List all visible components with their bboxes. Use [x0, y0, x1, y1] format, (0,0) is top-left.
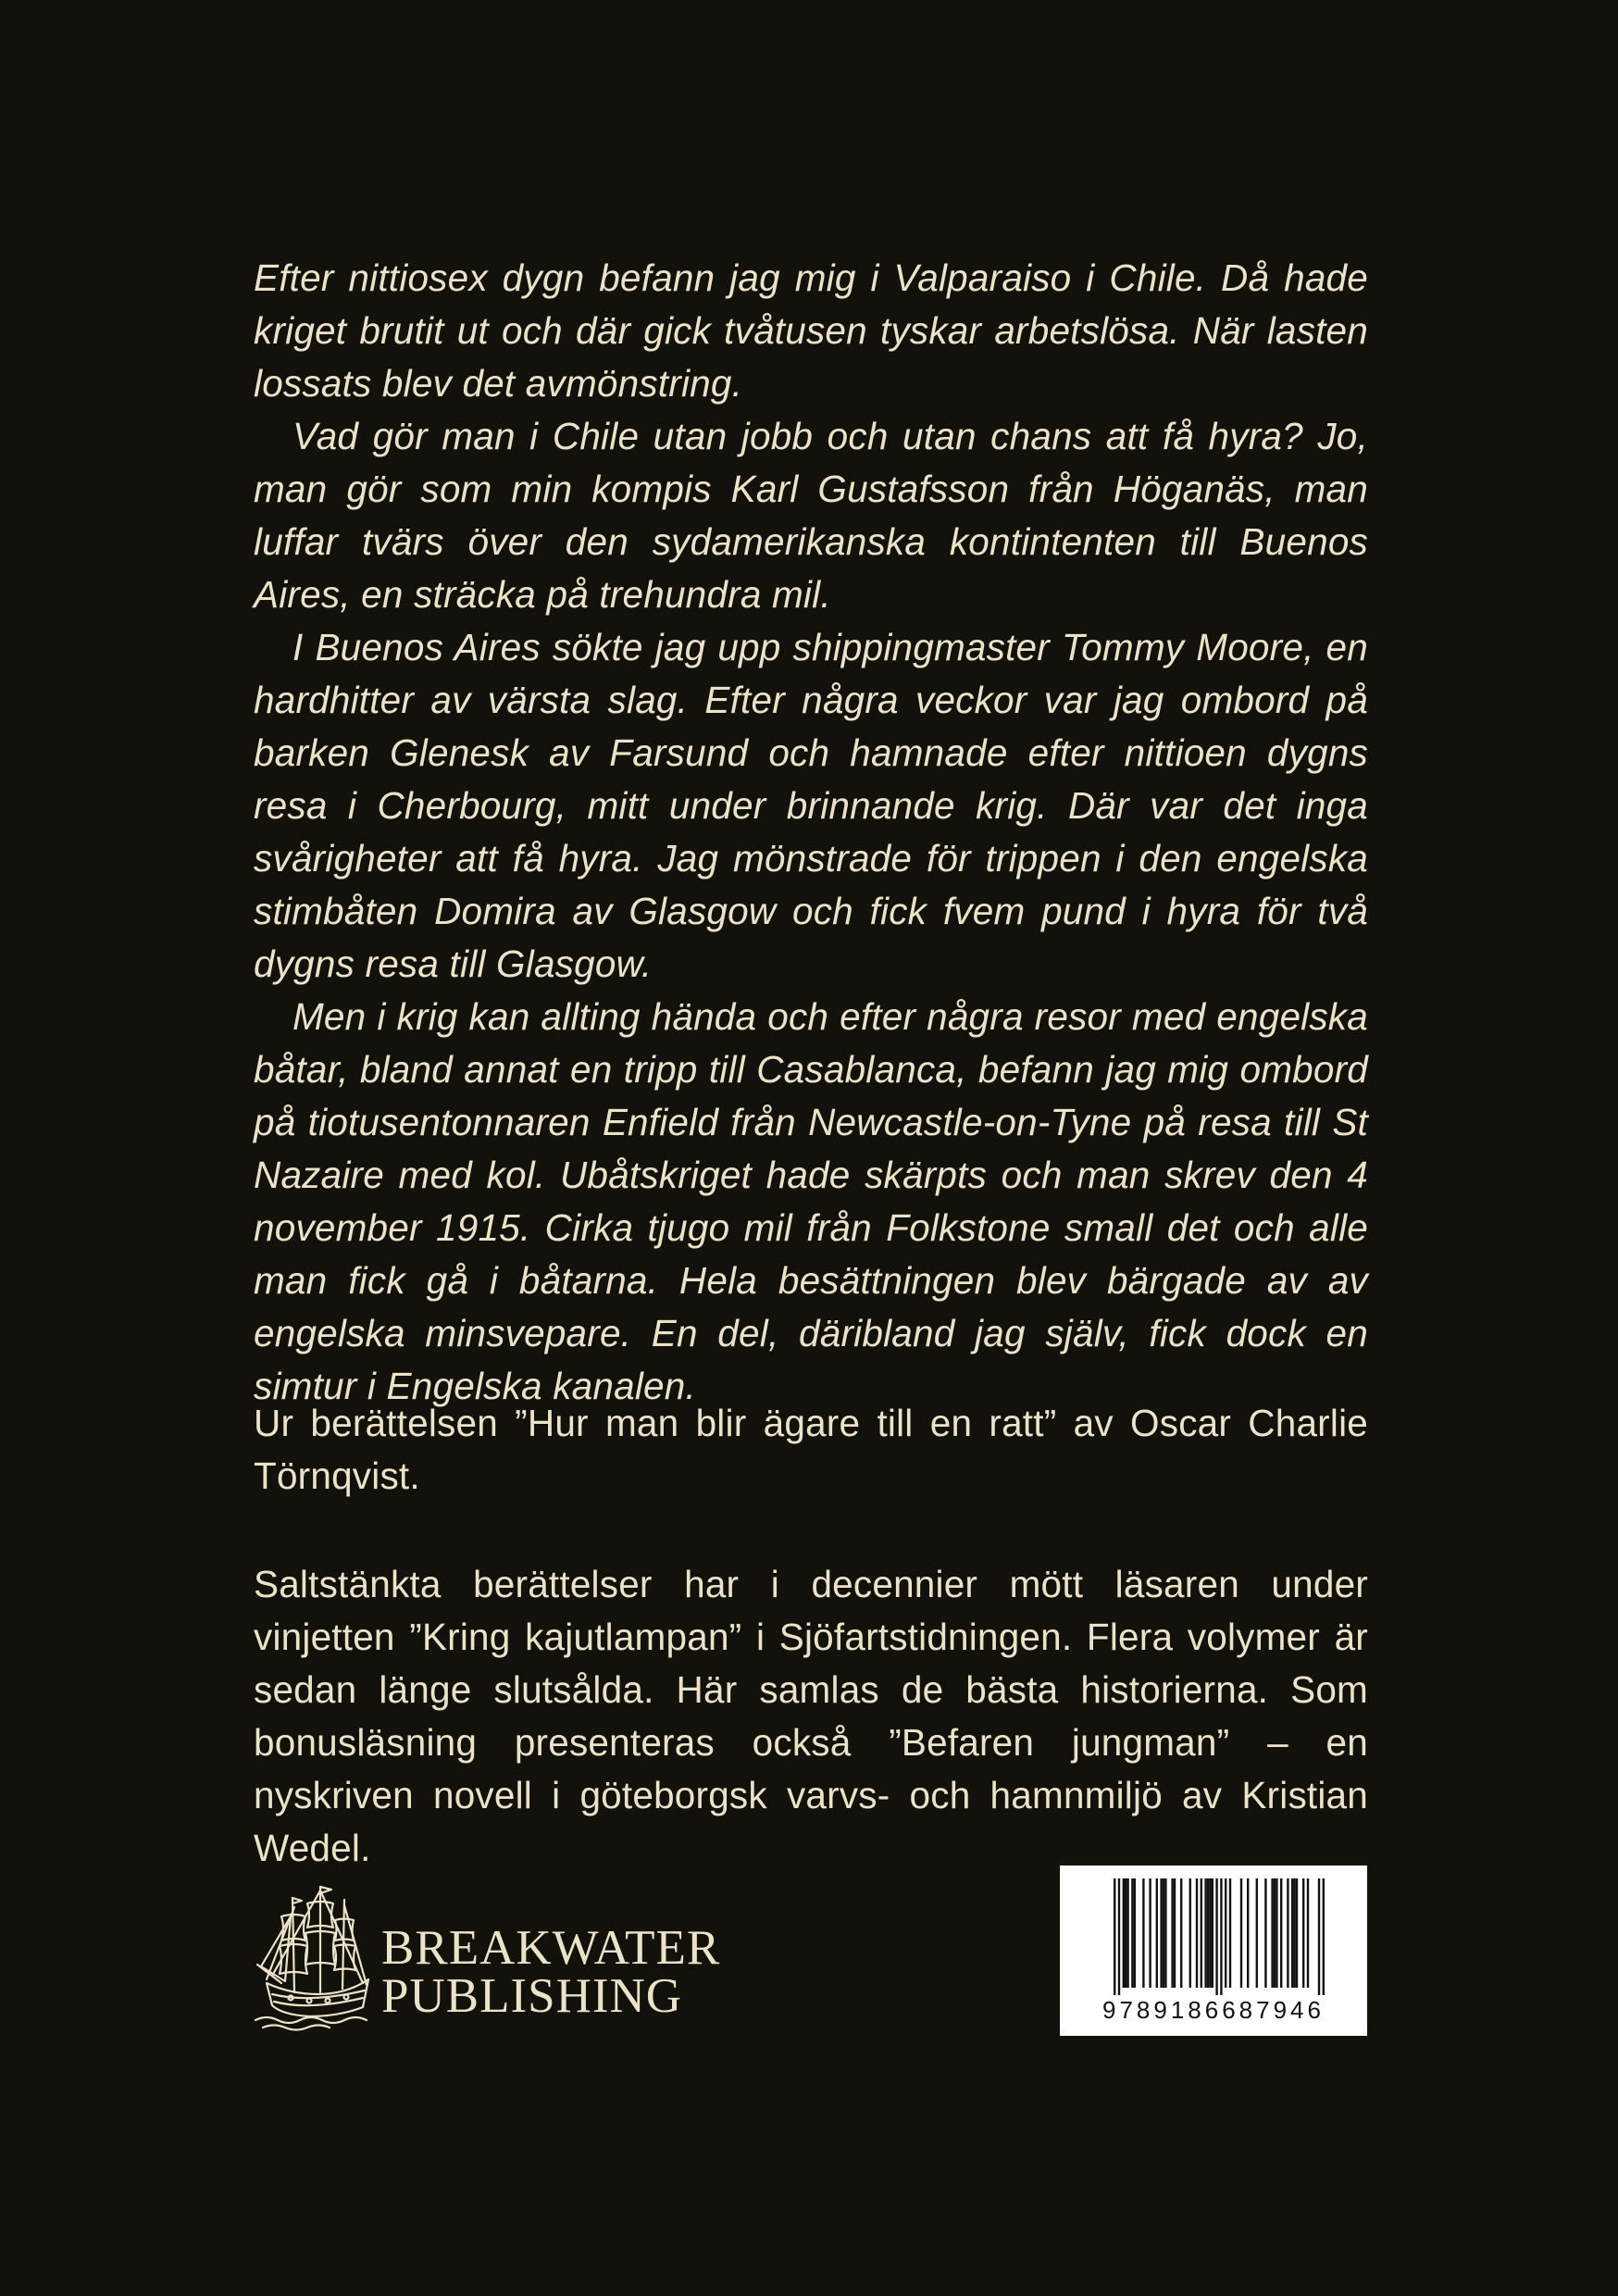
barcode-bar — [1164, 1878, 1166, 1988]
barcode-bar — [1123, 1878, 1125, 1988]
barcode-bar — [1189, 1878, 1191, 1988]
barcode-bar — [1296, 1878, 1298, 1988]
barcode-bar — [1293, 1878, 1295, 1988]
barcode-bar — [1209, 1878, 1211, 1988]
barcode-bar — [1291, 1878, 1293, 1988]
barcode-bar — [1247, 1878, 1249, 1988]
barcode-bar — [1174, 1878, 1176, 1988]
barcode-bar — [1149, 1878, 1151, 1988]
isbn-barcode — [1060, 1866, 1367, 2036]
barcode-bar — [1212, 1878, 1214, 1988]
barcode-bar — [1142, 1878, 1144, 1988]
barcode-bar — [1196, 1878, 1198, 1988]
barcode-bar — [1215, 1878, 1217, 1995]
publisher-name — [381, 1921, 721, 2023]
barcode-bar — [1171, 1878, 1173, 1988]
barcode-bar — [1201, 1878, 1202, 1988]
barcode-bar — [1307, 1878, 1309, 1988]
excerpt-paragraph: Men i krig kan allting hända och efter några resor med engelska båtar, bland annat en tripp till Casablanca, befann jag mig ombord på tiotusentonnaren Enfield från Newcastle-on-Tyne på resa till St Nazaire med kol. Ubåtskriget hade skärpts och man skrev den 4 november 1915. Cirka tjugo mil från Folkstone small det och alle man fick gå i båtarna. Hela besättningen blev bärgade av av engelska minsvepare. En del, däribland jag själv, fick dock en simtur i Engelska kanalen. — [254, 995, 1368, 1407]
isbn-number: 9789186687946 — [1102, 1996, 1325, 2024]
barcode-bar — [1204, 1878, 1206, 1988]
barcode-bar — [1118, 1878, 1120, 1995]
barcode-bar — [1229, 1878, 1231, 1988]
book-blurb: Saltstänkta berättelser har i decennier mött läsaren under vinjetten ”Kring kajutlampan” i Sjöfartstidningen. Flera volymer är sedan länge slutsålda. Här samlas de bästa historierna. Som bonusläsning presenteras också ”Befaren jungman” – en nyskriven novell i göteborgsk varvs- och hamnmiljö av Kristian Wedel. — [254, 1563, 1368, 1869]
barcode-bar — [1114, 1878, 1115, 1995]
barcode-bar — [1276, 1878, 1277, 1988]
excerpt-paragraph: Vad gör man i Chile utan jobb och utan chans att få hyra? Jo, man gör som min kompis Karl Gustafsson från Höganäs, man luffar tvärs över den sydamerikanska kontintenten till Buenos Aires, en sträcka på trehundra mil. — [254, 415, 1368, 616]
excerpt-attribution: Ur berättelsen ”Hur man blir ägare till en ratt” av Oscar Charlie Törnqvist. — [254, 1402, 1368, 1497]
publisher-logo — [254, 1879, 735, 2037]
publisher-name-line2: PUBLISHING — [381, 1969, 683, 2023]
barcode-bar — [1271, 1878, 1273, 1988]
sailing-ship-icon — [254, 1879, 374, 2032]
barcode-bar — [1274, 1878, 1276, 1988]
barcode-bar — [1156, 1878, 1158, 1988]
barcode-bar — [1207, 1878, 1209, 1988]
publisher-name-line1: BREAKWATER — [381, 1921, 721, 1975]
excerpt-paragraph: Efter nittiosex dygn befann jag mig i Valparaiso i Chile. Då hade kriget brutit ut och där gick tvåtusen tyskar arbetslösa. När lasten lossats blev det avmönstring. — [254, 256, 1368, 405]
barcode-bar — [1134, 1878, 1136, 1988]
barcode-bar — [1131, 1878, 1133, 1988]
barcode-bar — [1318, 1878, 1320, 1995]
barcode-bar — [1163, 1878, 1164, 1988]
barcode-bar — [1160, 1878, 1162, 1988]
barcode-bar — [1126, 1878, 1128, 1988]
barcode-bar — [1302, 1878, 1304, 1988]
barcode-bar — [1323, 1878, 1325, 1995]
barcode-bar — [1280, 1878, 1282, 1988]
back-cover-excerpt — [254, 252, 1368, 1413]
barcode-bar — [1240, 1878, 1242, 1988]
barcode-bar — [1125, 1878, 1126, 1988]
barcode-bar — [1220, 1878, 1222, 1995]
excerpt-paragraph: I Buenos Aires sökte jag upp shippingmaster Tommy Moore, en hardhitter av värsta slag. Efter några veckor var jag ombord på barken Glenesk av Farsund och hamnade efter nittioen dygns resa i Cherbourg, mitt under brinnande krig. Där var det inga svårigheter att få hyra. Jag mönstrade för trippen i den engelska stimbåten Domira av Glasgow och fick fvem pund i hyra för två dygns resa till Glasgow. — [254, 626, 1368, 985]
barcode-bar — [1180, 1878, 1182, 1988]
barcode-bar — [1287, 1878, 1288, 1988]
barcode-bar — [1256, 1878, 1258, 1988]
barcode-bar — [1225, 1878, 1226, 1988]
barcode-bar — [1264, 1878, 1266, 1988]
